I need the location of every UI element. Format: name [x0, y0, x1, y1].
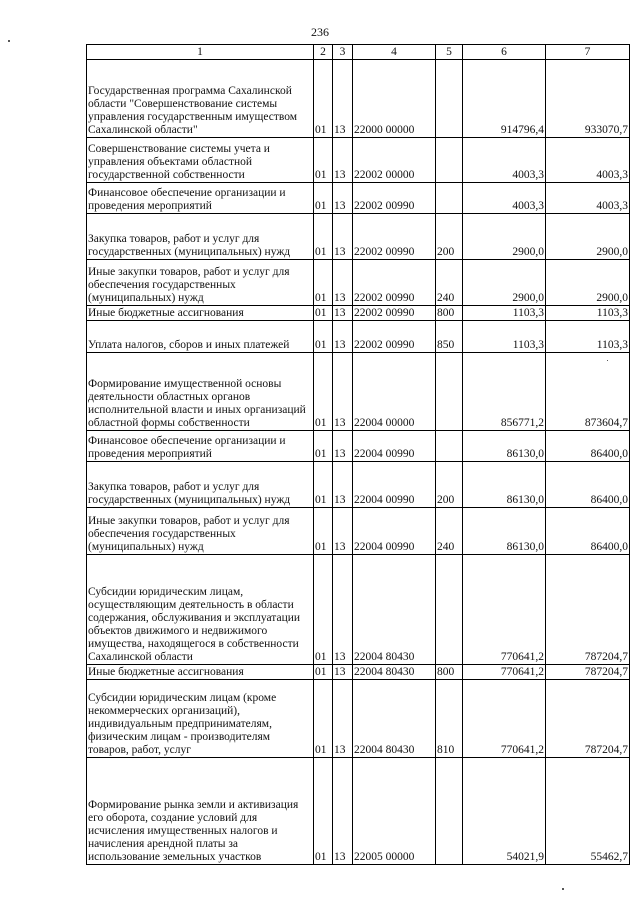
row-expense-type: 850 [436, 321, 463, 353]
row-name: Субсидии юридическим лицам, осуществляющим деятельность в области содержания, обслуживания и эксплуатации объектов движимого и недвижимого имущества, находящегося в собственности Сахалинской области [87, 555, 314, 665]
row-section: 01 [314, 431, 333, 462]
row-expense-type [436, 353, 463, 431]
row-amount-year2: 2900,0 [546, 214, 630, 260]
row-amount-year1: 86130,0 [463, 508, 546, 555]
row-expense-type: 200 [436, 462, 463, 508]
row-expense-type [436, 183, 463, 214]
row-expense-type: 810 [436, 680, 463, 758]
row-section: 01 [314, 306, 333, 321]
row-subsection: 13 [333, 321, 353, 353]
row-target-article: 22002 00000 [353, 138, 436, 183]
row-subsection: 13 [333, 183, 353, 214]
row-expense-type [436, 431, 463, 462]
row-amount-year2: 86400,0 [546, 462, 630, 508]
row-name: Закупка товаров, работ и услуг для государственных (муниципальных) нужд [87, 462, 314, 508]
row-expense-type: 240 [436, 508, 463, 555]
row-target-article: 22002 00990 [353, 260, 436, 306]
row-target-article: 22004 00990 [353, 431, 436, 462]
page-number: 236 [311, 25, 329, 39]
row-section: 01 [314, 138, 333, 183]
row-subsection: 13 [333, 260, 353, 306]
row-amount-year2: 787204,7 [546, 665, 630, 680]
row-amount-year1: 4003,3 [463, 183, 546, 214]
table-row [87, 353, 630, 431]
table-row [87, 60, 630, 138]
row-amount-year1: 4003,3 [463, 138, 546, 183]
col-header-amount-year2: 7 [546, 45, 630, 60]
row-name: Совершенствование системы учета и управления объектами областной государственной собственности [87, 138, 314, 183]
row-target-article: 22002 00990 [353, 183, 436, 214]
row-section: 01 [314, 214, 333, 260]
table-row [87, 555, 630, 665]
row-amount-year1: 770641,2 [463, 555, 546, 665]
row-amount-year1: 2900,0 [463, 260, 546, 306]
row-subsection: 13 [333, 758, 353, 865]
row-name: Иные закупки товаров, работ и услуг для обеспечения государственных (муниципальных) нужд [87, 260, 314, 306]
row-name: Закупка товаров, работ и услуг для государственных (муниципальных) нужд [87, 214, 314, 260]
row-amount-year2: 86400,0 [546, 431, 630, 462]
row-amount-year2: 55462,7 [546, 758, 630, 865]
table-row [87, 462, 630, 508]
col-header-amount-year1: 6 [463, 45, 546, 60]
row-section: 01 [314, 680, 333, 758]
row-amount-year2: 2900,0 [546, 260, 630, 306]
row-name: Иные закупки товаров, работ и услуг для обеспечения государственных (муниципальных) нужд [87, 508, 314, 555]
row-amount-year1: 86130,0 [463, 431, 546, 462]
table-row [87, 214, 630, 260]
row-amount-year2: 873604,7 [546, 353, 630, 431]
row-target-article: 22002 00990 [353, 214, 436, 260]
row-amount-year2: 86400,0 [546, 508, 630, 555]
row-amount-year2: 787204,7 [546, 555, 630, 665]
row-name: Иные бюджетные ассигнования [87, 665, 314, 680]
row-target-article: 22002 00990 [353, 306, 436, 321]
row-target-article: 22004 80430 [353, 665, 436, 680]
table-row [87, 665, 630, 680]
table-row [87, 758, 630, 865]
row-target-article: 22005 00000 [353, 758, 436, 865]
scan-speck [562, 888, 564, 890]
col-header-expense-type: 5 [436, 45, 463, 60]
row-section: 01 [314, 508, 333, 555]
row-name: Финансовое обеспечение организации и проведения мероприятий [87, 183, 314, 214]
col-header-name: 1 [87, 45, 314, 60]
table-row [87, 183, 630, 214]
row-section: 01 [314, 60, 333, 138]
row-amount-year2: 1103,3 [546, 321, 630, 353]
row-amount-year2: 4003,3 [546, 183, 630, 214]
table-row [87, 431, 630, 462]
row-subsection: 13 [333, 214, 353, 260]
row-section: 01 [314, 758, 333, 865]
row-subsection: 13 [333, 60, 353, 138]
table-row [87, 306, 630, 321]
row-expense-type [436, 138, 463, 183]
row-name: Формирование рынка земли и активизация его оборота, создание условий для исчисления имущественных налогов и начисления арендной платы за использование земельных участков [87, 758, 314, 865]
row-target-article: 22004 00990 [353, 462, 436, 508]
row-amount-year1: 1103,3 [463, 306, 546, 321]
col-header-target-article: 4 [353, 45, 436, 60]
row-subsection: 13 [333, 555, 353, 665]
row-section: 01 [314, 260, 333, 306]
row-amount-year1: 856771,2 [463, 353, 546, 431]
row-amount-year1: 2900,0 [463, 214, 546, 260]
table-row [87, 138, 630, 183]
row-section: 01 [314, 665, 333, 680]
row-amount-year1: 770641,2 [463, 680, 546, 758]
col-header-subsection: 3 [333, 45, 353, 60]
row-target-article: 22000 00000 [353, 60, 436, 138]
row-amount-year1: 914796,4 [463, 60, 546, 138]
row-subsection: 13 [333, 680, 353, 758]
row-expense-type [436, 758, 463, 865]
row-expense-type [436, 60, 463, 138]
row-expense-type: 800 [436, 665, 463, 680]
row-amount-year1: 54021,9 [463, 758, 546, 865]
row-subsection: 13 [333, 431, 353, 462]
row-expense-type: 800 [436, 306, 463, 321]
row-section: 01 [314, 555, 333, 665]
row-name: Уплата налогов, сборов и иных платежей [87, 321, 314, 353]
row-name: Субсидии юридическим лицам (кроме некоммерческих организаций), индивидуальным предпринимателям, физическим лицам - производителям товаров, работ, услуг [87, 680, 314, 758]
scan-speck [607, 360, 608, 361]
row-subsection: 13 [333, 353, 353, 431]
col-header-section: 2 [314, 45, 333, 60]
row-subsection: 13 [333, 665, 353, 680]
budget-table [86, 44, 630, 865]
row-name: Формирование имущественной основы деятельности областных органов исполнительной власти и иных организаций областной формы собственности [87, 353, 314, 431]
row-section: 01 [314, 183, 333, 214]
row-target-article: 22004 80430 [353, 680, 436, 758]
row-expense-type [436, 555, 463, 665]
row-target-article: 22004 00990 [353, 508, 436, 555]
row-amount-year1: 1103,3 [463, 321, 546, 353]
scan-speck [8, 40, 10, 42]
row-subsection: 13 [333, 138, 353, 183]
row-amount-year2: 933070,7 [546, 60, 630, 138]
table-row [87, 321, 630, 353]
table-row [87, 508, 630, 555]
row-amount-year2: 1103,3 [546, 306, 630, 321]
row-section: 01 [314, 462, 333, 508]
table-row [87, 680, 630, 758]
header-row [87, 45, 630, 60]
row-subsection: 13 [333, 508, 353, 555]
row-name: Финансовое обеспечение организации и проведения мероприятий [87, 431, 314, 462]
row-amount-year1: 86130,0 [463, 462, 546, 508]
row-section: 01 [314, 321, 333, 353]
row-amount-year2: 4003,3 [546, 138, 630, 183]
table-row [87, 260, 630, 306]
row-amount-year1: 770641,2 [463, 665, 546, 680]
row-expense-type: 200 [436, 214, 463, 260]
row-section: 01 [314, 353, 333, 431]
row-target-article: 22004 80430 [353, 555, 436, 665]
row-subsection: 13 [333, 306, 353, 321]
row-expense-type: 240 [436, 260, 463, 306]
row-target-article: 22002 00990 [353, 321, 436, 353]
row-target-article: 22004 00000 [353, 353, 436, 431]
row-name: Государственная программа Сахалинской области "Совершенствование системы управления государственным имуществом Сахалинской области" [87, 60, 314, 138]
row-amount-year2: 787204,7 [546, 680, 630, 758]
row-name: Иные бюджетные ассигнования [87, 306, 314, 321]
row-subsection: 13 [333, 462, 353, 508]
